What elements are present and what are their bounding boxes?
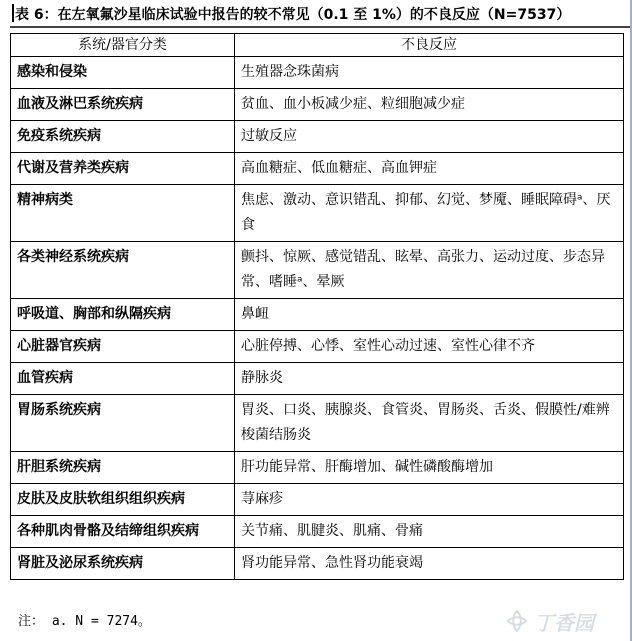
system-organ-class-cell: 免疫系统疾病 — [11, 121, 235, 153]
table-row — [11, 57, 624, 89]
caption-text: 表 6：在左氧氟沙星临床试验中报告的较不常见（0.1 至 1%）的不良反应（N=7537） — [15, 7, 571, 23]
table-row — [11, 89, 624, 121]
header-reactions: 不良反应 — [235, 34, 624, 57]
table-row — [11, 516, 624, 548]
watermark — [504, 607, 624, 635]
table-row — [11, 452, 624, 484]
system-organ-class-cell: 胃肠系统疾病 — [11, 395, 235, 452]
system-organ-class-cell: 各种肌肉骨骼及结缔组织疾病 — [11, 516, 235, 548]
system-organ-class-cell: 代谢及营养类疾病 — [11, 153, 235, 185]
adverse-reaction-cell: 贫血、血小板减少症、粒细胞减少症 — [235, 89, 624, 121]
table-row — [11, 484, 624, 516]
adverse-reaction-cell: 肝功能异常、肝酶增加、碱性磷酸酶增加 — [235, 452, 624, 484]
table-row — [11, 242, 624, 299]
table-row — [11, 548, 624, 580]
table-row — [11, 153, 624, 185]
system-organ-class-cell: 精神病类 — [11, 185, 235, 242]
system-organ-class-cell: 呼吸道、胸部和纵隔疾病 — [11, 299, 235, 331]
adverse-reaction-cell: 过敏反应 — [235, 121, 624, 153]
table-header-row — [11, 34, 624, 57]
table-row — [11, 185, 624, 242]
adverse-reaction-cell: 心脏停搏、心悸、室性心动过速、室性心律不齐 — [235, 331, 624, 363]
system-organ-class-cell: 感染和侵染 — [11, 57, 235, 89]
table-body — [11, 57, 624, 580]
table-caption — [10, 4, 630, 28]
system-organ-class-cell: 肾脏及泌尿系统疾病 — [11, 548, 235, 580]
table-row — [11, 299, 624, 331]
adverse-reaction-cell: 胃炎、口炎、胰腺炎、食管炎、胃肠炎、舌炎、假膜性/难辨梭菌结肠炎 — [235, 395, 624, 452]
system-organ-class-cell: 血管疾病 — [11, 363, 235, 395]
watermark-text: 丁香园 — [534, 610, 594, 635]
system-organ-class-cell: 各类神经系统疾病 — [11, 242, 235, 299]
adverse-reaction-cell: 鼻衄 — [235, 299, 624, 331]
header-system: 系统/器官分类 — [11, 34, 235, 57]
table-row — [11, 121, 624, 153]
system-organ-class-cell: 血液及淋巴系统疾病 — [11, 89, 235, 121]
adverse-reaction-cell: 焦虑、激动、意识错乱、抑郁、幻觉、梦魇、睡眠障碍ᵃ、厌食 — [235, 185, 624, 242]
system-organ-class-cell: 心脏器官疾病 — [11, 331, 235, 363]
table-row — [11, 395, 624, 452]
watermark-logo-icon — [504, 608, 530, 634]
adverse-reactions-table — [10, 33, 624, 580]
adverse-reaction-cell: 关节痛、肌腱炎、肌痛、骨痛 — [235, 516, 624, 548]
system-organ-class-cell: 肝胆系统疾病 — [11, 452, 235, 484]
table-row — [11, 331, 624, 363]
adverse-reaction-cell: 静脉炎 — [235, 363, 624, 395]
adverse-reaction-cell: 荨麻疹 — [235, 484, 624, 516]
table-row — [11, 363, 624, 395]
caption-marker — [12, 4, 14, 22]
adverse-reaction-cell: 生殖器念珠菌病 — [235, 57, 624, 89]
adverse-reaction-cell: 颤抖、惊厥、感觉错乱、眩晕、高张力、运动过度、步态异常、嗜睡ᵃ、晕厥 — [235, 242, 624, 299]
adverse-reaction-cell: 高血糖症、低血糖症、高血钾症 — [235, 153, 624, 185]
adverse-reaction-cell: 肾功能异常、急性肾功能衰竭 — [235, 548, 624, 580]
footnote: 注： a. N = 7274。 — [18, 614, 151, 629]
system-organ-class-cell: 皮肤及皮肤软组织组织疾病 — [11, 484, 235, 516]
